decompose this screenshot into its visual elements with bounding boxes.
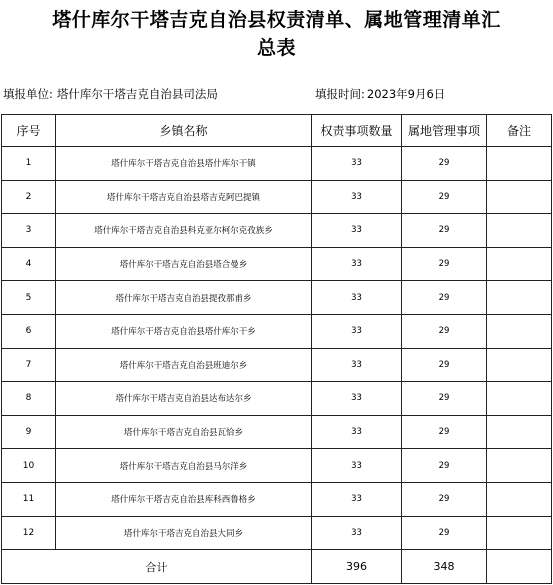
township-name-cell: 塔什库尔干塔吉克自治县塔什库尔干乡 <box>56 314 312 348</box>
township-name-cell: 塔什库尔干塔吉克自治县瓦恰乡 <box>56 415 312 449</box>
total-label-cell: 合计 <box>2 550 312 584</box>
local-management-items-cell: 29 <box>402 516 487 550</box>
remarks-cell <box>487 281 552 315</box>
remarks-cell <box>487 415 552 449</box>
header-local-management-items: 属地管理事项 <box>402 115 487 147</box>
table-row <box>2 482 552 516</box>
table-row <box>2 180 552 214</box>
document-title-line-2: 总表 <box>256 37 296 59</box>
remarks-cell <box>487 314 552 348</box>
township-name-cell: 塔什库尔干塔吉克自治县大同乡 <box>56 516 312 550</box>
power-items-count-cell: 33 <box>312 314 402 348</box>
township-name-cell: 塔什库尔干塔吉克自治县塔吉克阿巴提镇 <box>56 180 312 214</box>
table-row <box>2 415 552 449</box>
header-township-name: 乡镇名称 <box>56 115 312 147</box>
table-row <box>2 147 552 181</box>
township-name-cell: 塔什库尔干塔吉克自治县塔合曼乡 <box>56 247 312 281</box>
remarks-cell <box>487 147 552 181</box>
serial-number-cell: 10 <box>2 449 56 483</box>
local-management-items-cell: 29 <box>402 314 487 348</box>
remarks-cell <box>487 382 552 416</box>
total-remarks-cell <box>487 550 552 584</box>
power-items-count-cell: 33 <box>312 382 402 416</box>
reporting-time <box>315 86 445 102</box>
reporting-time-value: 2023年9月6日 <box>366 87 446 101</box>
power-items-count-cell: 33 <box>312 180 402 214</box>
table-row <box>2 449 552 483</box>
local-management-items-cell: 29 <box>402 415 487 449</box>
serial-number-cell: 5 <box>2 281 56 315</box>
local-management-items-cell: 29 <box>402 281 487 315</box>
local-management-items-cell: 29 <box>402 147 487 181</box>
document-title-line-1: 塔什库尔干塔吉克自治县权责清单、属地管理清单汇 <box>52 9 501 31</box>
reporting-unit <box>3 86 218 102</box>
serial-number-cell: 7 <box>2 348 56 382</box>
table-header-row <box>2 115 552 147</box>
serial-number-cell: 6 <box>2 314 56 348</box>
reporting-time-label: 填报时间: <box>315 87 365 101</box>
local-management-items-cell: 29 <box>402 180 487 214</box>
remarks-cell <box>487 449 552 483</box>
township-name-cell: 塔什库尔干塔吉克自治县马尔洋乡 <box>56 449 312 483</box>
total-power-items-cell: 396 <box>312 550 402 584</box>
serial-number-cell: 11 <box>2 482 56 516</box>
power-items-count-cell: 33 <box>312 147 402 181</box>
remarks-cell <box>487 214 552 248</box>
table-row <box>2 214 552 248</box>
table-body <box>2 147 552 584</box>
power-items-count-cell: 33 <box>312 516 402 550</box>
header-serial-number: 序号 <box>2 115 56 147</box>
table-row <box>2 281 552 315</box>
serial-number-cell: 8 <box>2 382 56 416</box>
table-row <box>2 247 552 281</box>
township-name-cell: 塔什库尔干塔吉克自治县班迪尔乡 <box>56 348 312 382</box>
serial-number-cell: 2 <box>2 180 56 214</box>
serial-number-cell: 1 <box>2 147 56 181</box>
remarks-cell <box>487 247 552 281</box>
township-name-cell: 塔什库尔干塔吉克自治县库科西鲁格乡 <box>56 482 312 516</box>
table-row <box>2 314 552 348</box>
total-local-management-items-cell: 348 <box>402 550 487 584</box>
local-management-items-cell: 29 <box>402 348 487 382</box>
township-name-cell: 塔什库尔干塔吉克自治县科克亚尔柯尔克孜族乡 <box>56 214 312 248</box>
header-remarks: 备注 <box>487 115 552 147</box>
remarks-cell <box>487 482 552 516</box>
reporting-unit-label: 填报单位: <box>3 87 53 101</box>
local-management-items-cell: 29 <box>402 382 487 416</box>
table-total-row <box>2 550 552 584</box>
remarks-cell <box>487 516 552 550</box>
power-items-count-cell: 33 <box>312 348 402 382</box>
power-items-count-cell: 33 <box>312 449 402 483</box>
serial-number-cell: 3 <box>2 214 56 248</box>
summary-table <box>1 114 552 584</box>
serial-number-cell: 4 <box>2 247 56 281</box>
reporting-unit-value: 塔什库尔干塔吉克自治县司法局 <box>56 87 218 101</box>
power-items-count-cell: 33 <box>312 281 402 315</box>
local-management-items-cell: 29 <box>402 449 487 483</box>
power-items-count-cell: 33 <box>312 214 402 248</box>
power-items-count-cell: 33 <box>312 482 402 516</box>
power-items-count-cell: 33 <box>312 247 402 281</box>
serial-number-cell: 12 <box>2 516 56 550</box>
table-row <box>2 348 552 382</box>
table-row <box>2 516 552 550</box>
power-items-count-cell: 33 <box>312 415 402 449</box>
remarks-cell <box>487 180 552 214</box>
serial-number-cell: 9 <box>2 415 56 449</box>
table-row <box>2 382 552 416</box>
township-name-cell: 塔什库尔干塔吉克自治县塔什库尔干镇 <box>56 147 312 181</box>
local-management-items-cell: 29 <box>402 214 487 248</box>
local-management-items-cell: 29 <box>402 247 487 281</box>
remarks-cell <box>487 348 552 382</box>
township-name-cell: 塔什库尔干塔吉克自治县提孜那甫乡 <box>56 281 312 315</box>
local-management-items-cell: 29 <box>402 482 487 516</box>
township-name-cell: 塔什库尔干塔吉克自治县达布达尔乡 <box>56 382 312 416</box>
header-power-items-count: 权责事项数量 <box>312 115 402 147</box>
document-title <box>0 6 553 62</box>
